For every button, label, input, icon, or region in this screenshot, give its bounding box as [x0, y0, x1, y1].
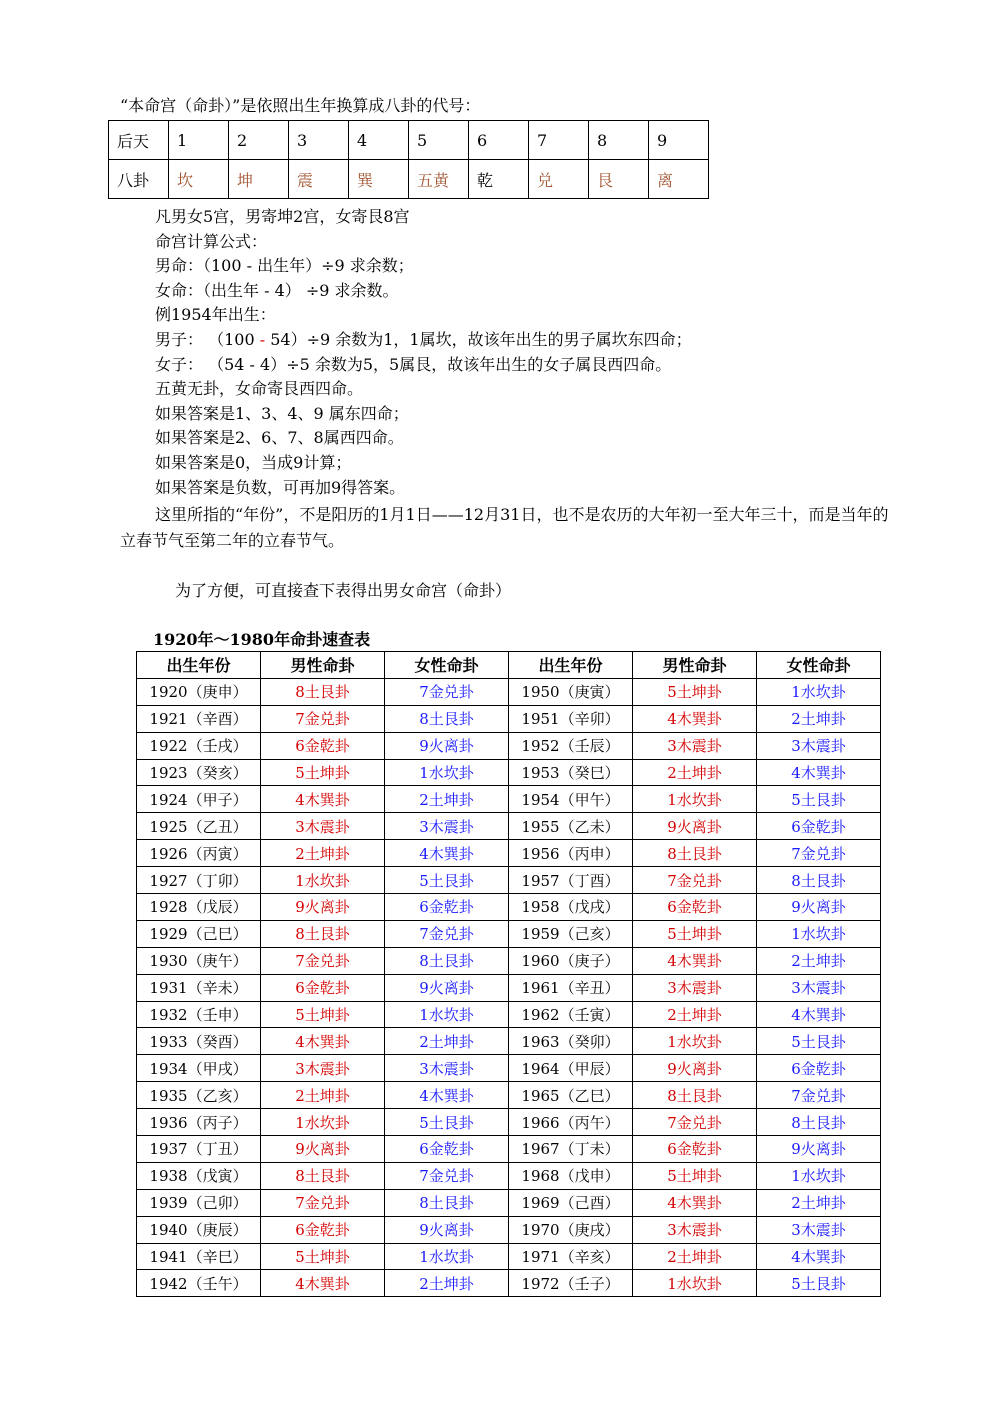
bagua-gua: 艮: [589, 160, 649, 199]
column-header: 出生年份: [137, 652, 261, 679]
birth-year-cell: 1971（辛亥）: [509, 1243, 633, 1270]
birth-year-cell: 1957（丁酉）: [509, 867, 633, 894]
female-gua-cell: 1水坎卦: [385, 759, 509, 786]
table-row: [137, 786, 881, 813]
male-gua-cell: 6金乾卦: [261, 974, 385, 1001]
bagua-number: 4: [349, 121, 409, 160]
table-row: [137, 1136, 881, 1163]
table-row: [137, 1189, 881, 1216]
male-gua-cell: 1水坎卦: [261, 867, 385, 894]
female-gua-cell: 3木震卦: [385, 813, 509, 840]
text-line: 如果答案是0，当成9计算；: [155, 452, 352, 472]
table-row: [137, 678, 881, 705]
male-gua-cell: 6金乾卦: [633, 894, 757, 921]
male-gua-cell: 2土坤卦: [633, 1243, 757, 1270]
male-gua-cell: 8土艮卦: [261, 920, 385, 947]
male-gua-cell: 8土艮卦: [261, 1162, 385, 1189]
male-gua-cell: 9火离卦: [261, 1136, 385, 1163]
table-row: [137, 920, 881, 947]
text-line: 凡男女5宫，男寄坤2宫，女寄艮8宫: [155, 207, 410, 226]
female-gua-cell: 3木震卦: [757, 732, 881, 759]
bagua-gua: 坤: [229, 160, 289, 199]
lookup-table: [136, 651, 881, 1297]
female-gua-cell: 2土坤卦: [757, 705, 881, 732]
birth-year-cell: 1963（癸卯）: [509, 1028, 633, 1055]
table-row: [137, 1109, 881, 1136]
text-line: [155, 328, 692, 353]
birth-year-cell: 1959（己亥）: [509, 920, 633, 947]
table-row: [137, 732, 881, 759]
table-row: [137, 1055, 881, 1082]
bagua-number: 2: [229, 121, 289, 160]
column-header: 男性命卦: [261, 652, 385, 679]
text-line: 女命：（出生年 - 4） ÷9 求余数。: [155, 280, 399, 300]
bagua-number: 3: [289, 121, 349, 160]
male-gua-cell: 5土坤卦: [633, 678, 757, 705]
male-gua-cell: 3木震卦: [261, 813, 385, 840]
female-gua-cell: 6金乾卦: [385, 1136, 509, 1163]
female-gua-cell: 3木震卦: [757, 974, 881, 1001]
male-gua-cell: 8土艮卦: [633, 1082, 757, 1109]
male-gua-cell: 8土艮卦: [261, 678, 385, 705]
female-gua-cell: 9火离卦: [385, 732, 509, 759]
female-gua-cell: 7金兑卦: [757, 840, 881, 867]
female-gua-cell: 4木巽卦: [757, 759, 881, 786]
male-gua-cell: 4木巽卦: [633, 947, 757, 974]
male-gua-cell: 2土坤卦: [633, 1001, 757, 1028]
male-gua-cell: 8土艮卦: [633, 840, 757, 867]
bagua-number: 5: [409, 121, 469, 160]
table-row: [137, 840, 881, 867]
table-row: [137, 1082, 881, 1109]
table-row: [137, 1243, 881, 1270]
text-segment: 男子： （100: [155, 329, 260, 349]
birth-year-cell: 1939（己卯）: [137, 1189, 261, 1216]
birth-year-cell: 1920（庚申）: [137, 678, 261, 705]
male-gua-cell: 7金兑卦: [261, 947, 385, 974]
female-gua-cell: 9火离卦: [385, 1216, 509, 1243]
lookup-header-row: [137, 652, 881, 679]
bagua-gua: 乾: [469, 160, 529, 199]
female-gua-cell: 3木震卦: [385, 1055, 509, 1082]
birth-year-cell: 1934（甲戌）: [137, 1055, 261, 1082]
female-gua-cell: 4木巽卦: [385, 840, 509, 867]
birth-year-cell: 1941（辛巳）: [137, 1243, 261, 1270]
bagua-row-label: 八卦: [109, 160, 169, 199]
birth-year-cell: 1964（甲辰）: [509, 1055, 633, 1082]
female-gua-cell: 7金兑卦: [385, 678, 509, 705]
female-gua-cell: 5土艮卦: [385, 1109, 509, 1136]
minus-sign: -: [259, 329, 266, 349]
birth-year-cell: 1960（庚子）: [509, 947, 633, 974]
text-line: 女子： （54 - 4）÷5 余数为5，5属艮，故该年出生的女子属艮西四命。: [155, 354, 672, 374]
female-gua-cell: 6金乾卦: [757, 813, 881, 840]
birth-year-cell: 1956（丙申）: [509, 840, 633, 867]
bagua-gua: 离: [649, 160, 709, 199]
male-gua-cell: 6金乾卦: [261, 732, 385, 759]
male-gua-cell: 4木巽卦: [261, 786, 385, 813]
table-row: [137, 894, 881, 921]
birth-year-cell: 1961（辛丑）: [509, 974, 633, 1001]
year-definition-paragraph: 这里所指的“年份”，不是阳历的1月1日——12月31日，也不是农历的大年初一至大年三十，而是当年的立春节气至第二年的立春节气。: [120, 505, 889, 550]
male-gua-cell: 1水坎卦: [633, 786, 757, 813]
table-row: [137, 974, 881, 1001]
female-gua-cell: 4木巽卦: [757, 1243, 881, 1270]
birth-year-cell: 1928（戊辰）: [137, 894, 261, 921]
male-gua-cell: 7金兑卦: [633, 1109, 757, 1136]
birth-year-cell: 1940（庚辰）: [137, 1216, 261, 1243]
female-gua-cell: 5土艮卦: [757, 786, 881, 813]
column-header: 男性命卦: [633, 652, 757, 679]
table-row: [137, 947, 881, 974]
female-gua-cell: 5土艮卦: [757, 1028, 881, 1055]
male-gua-cell: 7金兑卦: [261, 1189, 385, 1216]
male-gua-cell: 3木震卦: [633, 974, 757, 1001]
birth-year-cell: 1922（壬戌）: [137, 732, 261, 759]
lookup-table-title: 1920年～1980年命卦速查表: [153, 630, 371, 649]
bagua-number-row: [109, 121, 709, 160]
bagua-gua: 坎: [169, 160, 229, 199]
birth-year-cell: 1927（丁卯）: [137, 867, 261, 894]
text-line: 如果答案是负数，可再加9得答案。: [155, 477, 406, 497]
female-gua-cell: 8土艮卦: [757, 867, 881, 894]
male-gua-cell: 9火离卦: [261, 894, 385, 921]
bagua-number: 7: [529, 121, 589, 160]
female-gua-cell: 6金乾卦: [757, 1055, 881, 1082]
birth-year-cell: 1924（甲子）: [137, 786, 261, 813]
female-gua-cell: 8土艮卦: [385, 947, 509, 974]
formula-section: [155, 205, 692, 500]
birth-year-cell: 1950（庚寅）: [509, 678, 633, 705]
female-gua-cell: 3木震卦: [757, 1216, 881, 1243]
birth-year-cell: 1969（己酉）: [509, 1189, 633, 1216]
table-row: [137, 1270, 881, 1297]
female-gua-cell: 1水坎卦: [385, 1001, 509, 1028]
male-gua-cell: 6金乾卦: [261, 1216, 385, 1243]
lookup-note: 为了方便，可直接查下表得出男女命宫（命卦）: [175, 581, 512, 600]
birth-year-cell: 1953（癸巳）: [509, 759, 633, 786]
bagua-row-label: 后天: [109, 121, 169, 160]
male-gua-cell: 7金兑卦: [261, 705, 385, 732]
bagua-gua-row: [109, 160, 709, 199]
intro-text: “本命宫（命卦）”是依照出生年换算成八卦的代号：: [120, 96, 481, 115]
female-gua-cell: 2土坤卦: [385, 786, 509, 813]
male-gua-cell: 4木巽卦: [261, 1028, 385, 1055]
bagua-gua: 兑: [529, 160, 589, 199]
male-gua-cell: 3木震卦: [261, 1055, 385, 1082]
table-row: [137, 1216, 881, 1243]
male-gua-cell: 1水坎卦: [633, 1270, 757, 1297]
lookup-table-body: [137, 678, 881, 1296]
table-row: [137, 705, 881, 732]
female-gua-cell: 7金兑卦: [385, 1162, 509, 1189]
table-row: [137, 759, 881, 786]
female-gua-cell: 2土坤卦: [757, 1189, 881, 1216]
text-line: 五黄无卦，女命寄艮西四命。: [155, 379, 364, 399]
text-line: 命宫计算公式：: [155, 231, 268, 251]
table-row: [137, 1028, 881, 1055]
male-gua-cell: 4木巽卦: [261, 1270, 385, 1297]
male-gua-cell: 2土坤卦: [633, 759, 757, 786]
male-gua-cell: 5土坤卦: [261, 1001, 385, 1028]
female-gua-cell: 7金兑卦: [385, 920, 509, 947]
female-gua-cell: 5土艮卦: [757, 1270, 881, 1297]
female-gua-cell: 8土艮卦: [385, 1189, 509, 1216]
birth-year-cell: 1925（乙丑）: [137, 813, 261, 840]
male-gua-cell: 5土坤卦: [261, 1243, 385, 1270]
female-gua-cell: 2土坤卦: [385, 1028, 509, 1055]
birth-year-cell: 1972（壬子）: [509, 1270, 633, 1297]
female-gua-cell: 9火离卦: [385, 974, 509, 1001]
male-gua-cell: 1水坎卦: [261, 1109, 385, 1136]
birth-year-cell: 1937（丁丑）: [137, 1136, 261, 1163]
male-gua-cell: 1水坎卦: [633, 1028, 757, 1055]
table-row: [137, 1162, 881, 1189]
birth-year-cell: 1932（壬申）: [137, 1001, 261, 1028]
female-gua-cell: 9火离卦: [757, 1136, 881, 1163]
female-gua-cell: 1水坎卦: [385, 1243, 509, 1270]
male-gua-cell: 5土坤卦: [261, 759, 385, 786]
male-gua-cell: 5土坤卦: [633, 920, 757, 947]
female-gua-cell: 1水坎卦: [757, 1162, 881, 1189]
birth-year-cell: 1930（庚午）: [137, 947, 261, 974]
male-gua-cell: 9火离卦: [633, 813, 757, 840]
bagua-table: [108, 120, 709, 199]
bagua-gua: 巽: [349, 160, 409, 199]
birth-year-cell: 1935（乙亥）: [137, 1082, 261, 1109]
birth-year-cell: 1954（甲午）: [509, 786, 633, 813]
male-gua-cell: 2土坤卦: [261, 1082, 385, 1109]
birth-year-cell: 1926（丙寅）: [137, 840, 261, 867]
birth-year-cell: 1965（乙巳）: [509, 1082, 633, 1109]
birth-year-cell: 1966（丙午）: [509, 1109, 633, 1136]
birth-year-cell: 1958（戊戌）: [509, 894, 633, 921]
female-gua-cell: 2土坤卦: [757, 947, 881, 974]
birth-year-cell: 1968（戊申）: [509, 1162, 633, 1189]
male-gua-cell: 2土坤卦: [261, 840, 385, 867]
female-gua-cell: 1水坎卦: [757, 920, 881, 947]
text-line: 如果答案是1、3、4、9 属东四命；: [155, 403, 409, 423]
male-gua-cell: 7金兑卦: [633, 867, 757, 894]
birth-year-cell: 1929（己巳）: [137, 920, 261, 947]
birth-year-cell: 1921（辛酉）: [137, 705, 261, 732]
male-gua-cell: 9火离卦: [633, 1055, 757, 1082]
column-header: 女性命卦: [757, 652, 881, 679]
bagua-number: 8: [589, 121, 649, 160]
female-gua-cell: 2土坤卦: [385, 1270, 509, 1297]
birth-year-cell: 1938（戊寅）: [137, 1162, 261, 1189]
male-gua-cell: 3木震卦: [633, 732, 757, 759]
female-gua-cell: 1水坎卦: [757, 678, 881, 705]
male-gua-cell: 6金乾卦: [633, 1136, 757, 1163]
male-gua-cell: 4木巽卦: [633, 1189, 757, 1216]
text-segment: 54）÷9 余数为1，1属坎，故该年出生的男子属坎东四命；: [265, 329, 692, 349]
text-line: 男命：（100 - 出生年）÷9 求余数；: [155, 256, 414, 276]
birth-year-cell: 1970（庚戌）: [509, 1216, 633, 1243]
birth-year-cell: 1931（辛未）: [137, 974, 261, 1001]
column-header: 出生年份: [509, 652, 633, 679]
male-gua-cell: 4木巽卦: [633, 705, 757, 732]
table-row: [137, 1001, 881, 1028]
birth-year-cell: 1923（癸亥）: [137, 759, 261, 786]
female-gua-cell: 9火离卦: [757, 894, 881, 921]
table-row: [137, 813, 881, 840]
text-line: 如果答案是2、6、7、8属西四命。: [155, 428, 404, 448]
birth-year-cell: 1967（丁未）: [509, 1136, 633, 1163]
column-header: 女性命卦: [385, 652, 509, 679]
birth-year-cell: 1936（丙子）: [137, 1109, 261, 1136]
birth-year-cell: 1962（壬寅）: [509, 1001, 633, 1028]
text-line: 例1954年出生：: [155, 305, 276, 325]
female-gua-cell: 4木巽卦: [757, 1001, 881, 1028]
table-row: [137, 867, 881, 894]
bagua-number: 9: [649, 121, 709, 160]
female-gua-cell: 8土艮卦: [757, 1109, 881, 1136]
male-gua-cell: 5土坤卦: [633, 1162, 757, 1189]
birth-year-cell: 1951（辛卯）: [509, 705, 633, 732]
male-gua-cell: 3木震卦: [633, 1216, 757, 1243]
female-gua-cell: 5土艮卦: [385, 867, 509, 894]
female-gua-cell: 8土艮卦: [385, 705, 509, 732]
female-gua-cell: 6金乾卦: [385, 894, 509, 921]
bagua-gua: 震: [289, 160, 349, 199]
birth-year-cell: 1942（壬午）: [137, 1270, 261, 1297]
birth-year-cell: 1952（壬辰）: [509, 732, 633, 759]
birth-year-cell: 1933（癸酉）: [137, 1028, 261, 1055]
bagua-number: 6: [469, 121, 529, 160]
female-gua-cell: 4木巽卦: [385, 1082, 509, 1109]
birth-year-cell: 1955（乙未）: [509, 813, 633, 840]
bagua-number: 1: [169, 121, 229, 160]
female-gua-cell: 7金兑卦: [757, 1082, 881, 1109]
bagua-gua: 五黄: [409, 160, 469, 199]
